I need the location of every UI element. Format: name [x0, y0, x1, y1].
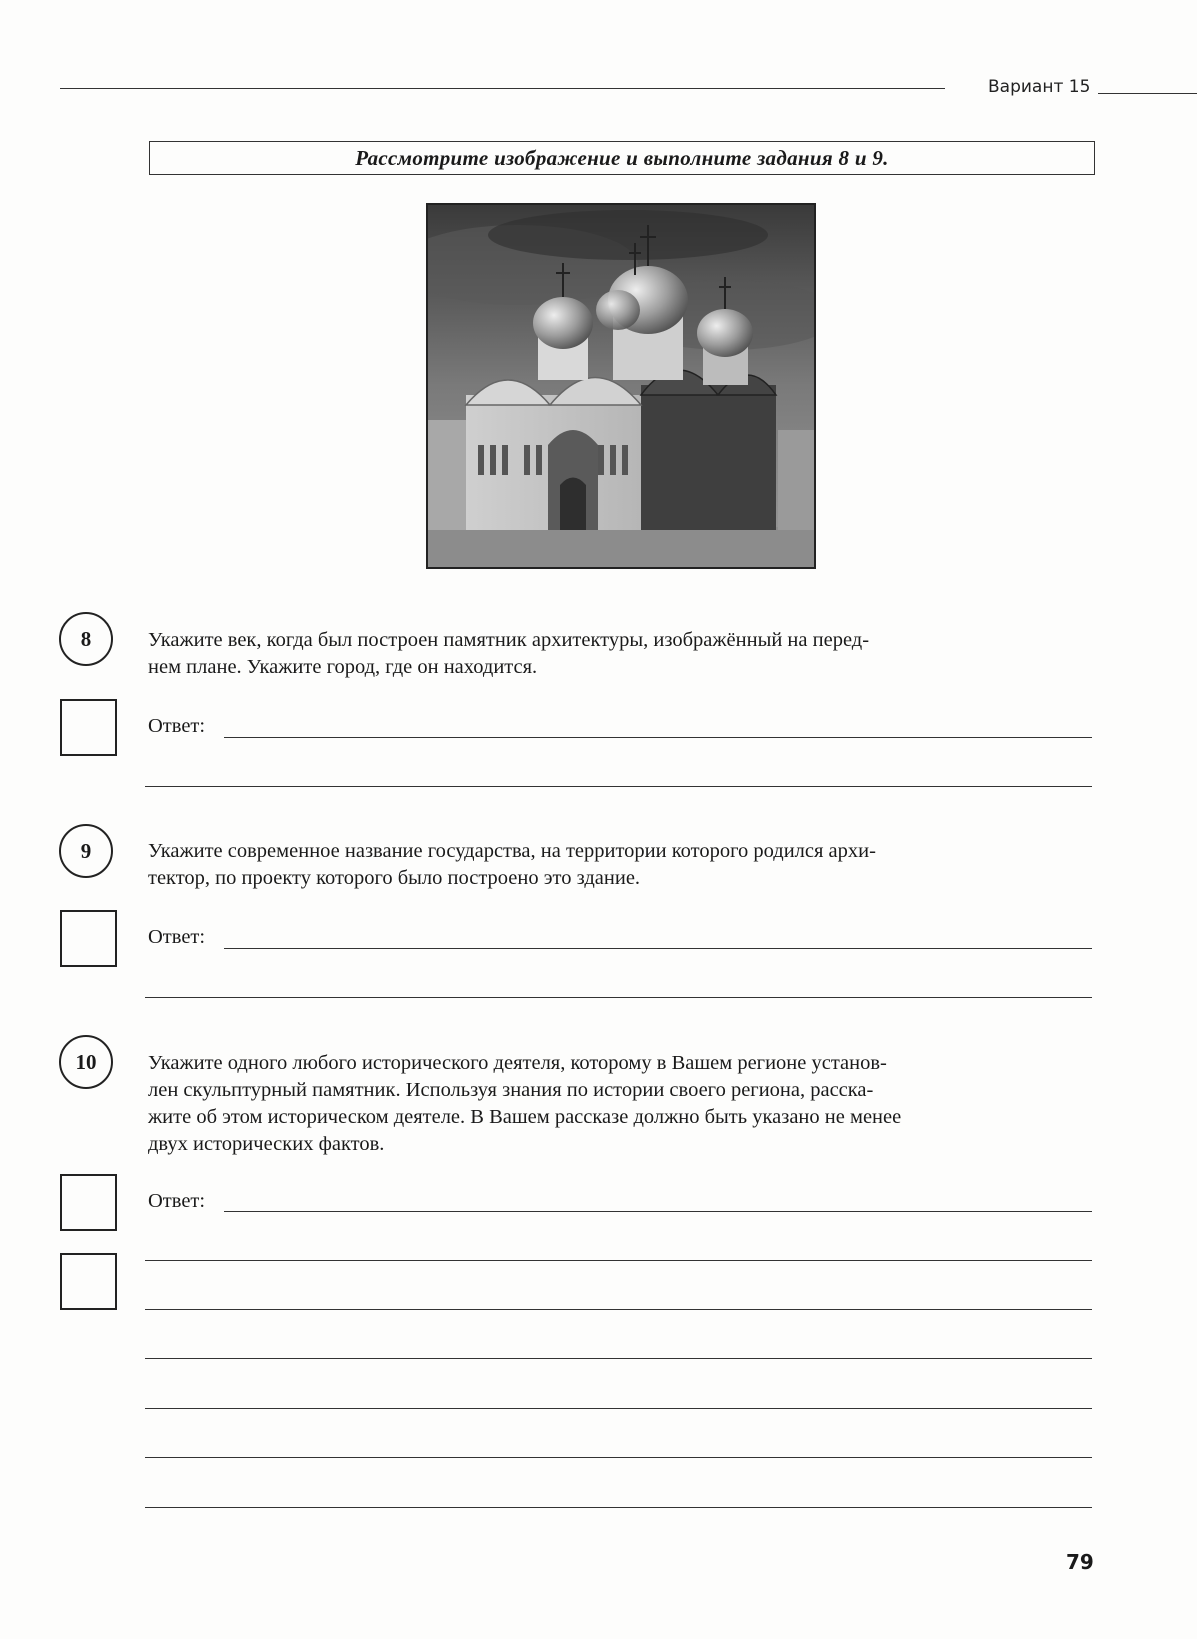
answer-line-10-5[interactable] — [145, 1408, 1092, 1409]
answer-line-9-1[interactable] — [224, 948, 1092, 949]
task-number-9-label: 9 — [80, 838, 92, 863]
cathedral-photo — [426, 203, 816, 569]
answer-line-8-2[interactable] — [145, 786, 1092, 787]
answer-line-10-4[interactable] — [145, 1358, 1092, 1359]
header-rule-left — [60, 88, 945, 89]
task-10-line-2: лен скульптурный памятник. Используя знания по истории своего региона, расска- — [148, 1079, 874, 1101]
task-number-10 — [59, 1035, 113, 1089]
answer-line-10-7[interactable] — [145, 1507, 1092, 1508]
answer-label-8: Ответ: — [148, 715, 206, 737]
task-9-line-2: тектор, по проекту которого было построено это здание. — [148, 867, 641, 889]
page-number: 79 — [1066, 1550, 1094, 1574]
task-9-line-1: Укажите современное название государства, на территории которого родился архи- — [148, 840, 876, 862]
task-8-line-2: нем плане. Укажите город, где он находится. — [148, 656, 538, 678]
answer-box-8[interactable] — [60, 699, 117, 756]
task-10-text — [148, 1050, 1093, 1158]
task-9-text — [148, 838, 1093, 892]
answer-line-9-2[interactable] — [145, 997, 1092, 998]
answer-box-9[interactable] — [60, 910, 117, 967]
cathedral-illustration — [428, 205, 814, 567]
instruction-text: Рассмотрите изображение и выполните задания 8 и 9. — [355, 145, 889, 170]
answer-line-10-6[interactable] — [145, 1457, 1092, 1458]
variant-label: Вариант 15 — [988, 77, 1091, 97]
answer-box-10b[interactable] — [60, 1253, 117, 1310]
answer-line-8-1[interactable] — [224, 737, 1092, 738]
task-10-line-3: жите об этом историческом деятеле. В Вашем рассказе должно быть указано не менее — [148, 1106, 902, 1128]
task-number-8-label: 8 — [80, 626, 92, 651]
task-number-10-label: 10 — [75, 1049, 97, 1074]
answer-box-10a[interactable] — [60, 1174, 117, 1231]
answer-label-9: Ответ: — [148, 926, 206, 948]
task-number-9 — [59, 824, 113, 878]
task-8-line-1: Укажите век, когда был построен памятник архитектуры, изображённый на перед- — [148, 629, 870, 651]
answer-line-10-2[interactable] — [145, 1260, 1092, 1261]
task-10-line-4: двух исторических фактов. — [148, 1133, 385, 1155]
answer-line-10-1[interactable] — [224, 1211, 1092, 1212]
task-8-text — [148, 627, 1093, 681]
instruction-box — [149, 141, 1095, 175]
task-number-8 — [59, 612, 113, 666]
task-10-line-1: Укажите одного любого исторического деятеля, которому в Вашем регионе установ- — [148, 1052, 887, 1074]
answer-label-10: Ответ: — [148, 1190, 206, 1212]
header-rule-right — [1098, 93, 1197, 94]
answer-line-10-3[interactable] — [145, 1309, 1092, 1310]
